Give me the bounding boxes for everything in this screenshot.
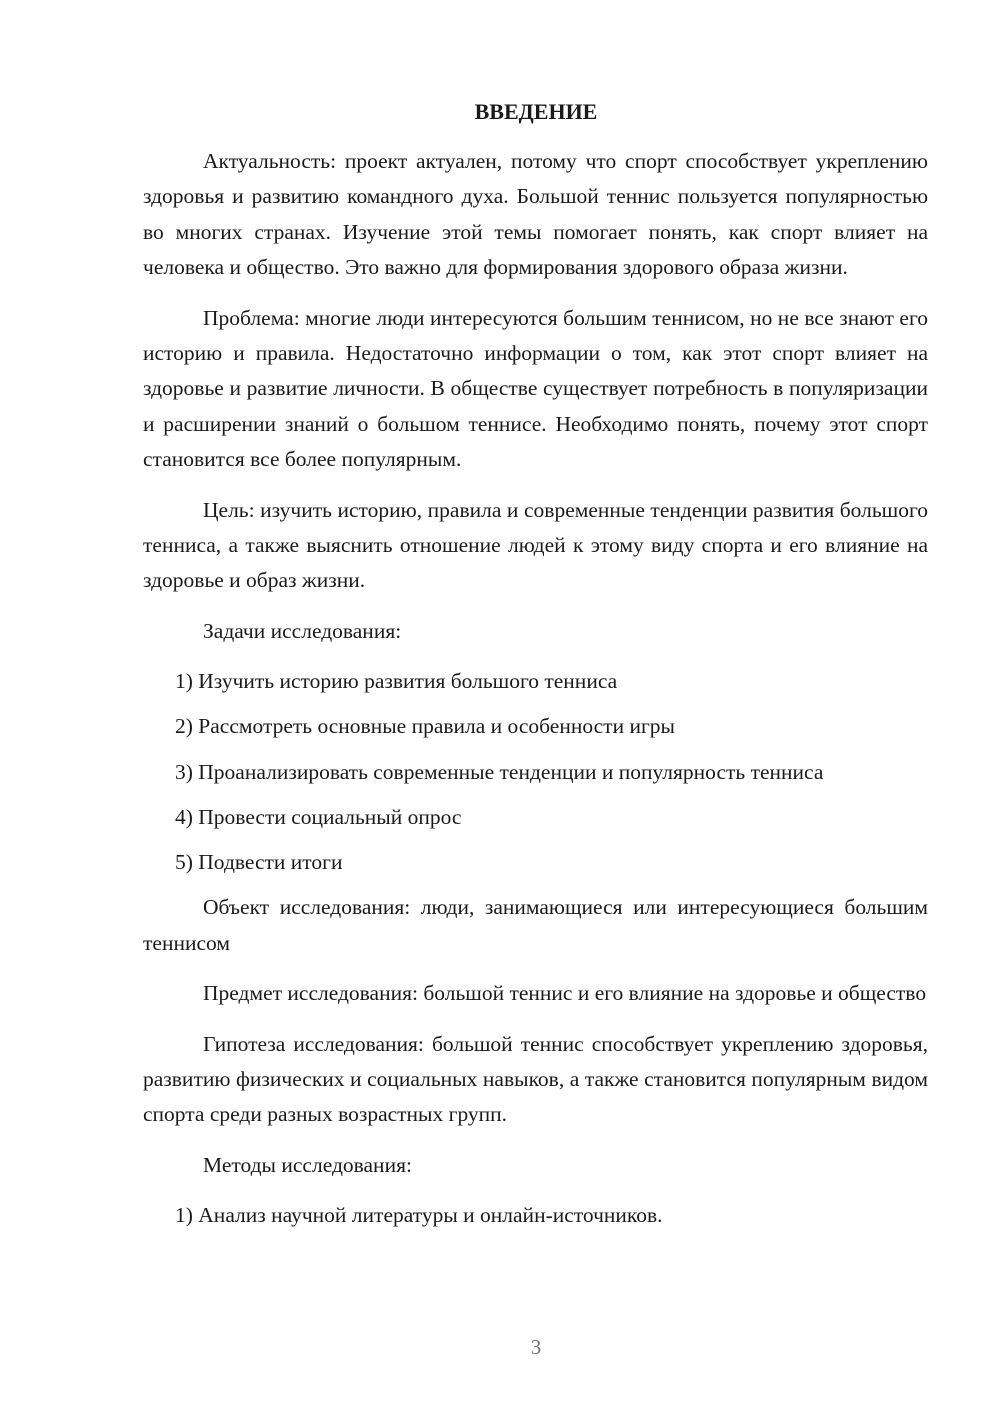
task-item: 2) Рассмотреть основные правила и особенности игры <box>175 714 675 739</box>
problem-paragraph: Проблема: многие люди интересуются большим теннисом, но не все знают его историю и правила. Недостаточно информации о том, как этот спорт влияет на здоровье и развитие личности. В обществе существует потребность в популяризации и расширении знаний о большом теннисе. Необходимо понять, почему этот спорт становится все более популярным. <box>143 305 928 472</box>
object-paragraph: Объект исследования: люди, занимающиеся или интересующиеся большим теннисом <box>143 895 928 955</box>
tasks-heading: Задачи исследования: <box>203 618 402 643</box>
task-item: 5) Подвести итоги <box>175 850 343 875</box>
tasks-list <box>143 664 928 880</box>
subject-paragraph: Предмет исследования: большой теннис и его влияние на здоровье и общество <box>203 981 927 1006</box>
task-item: 1) Изучить историю развития большого тенниса <box>175 669 618 694</box>
methods-list <box>143 1198 928 1233</box>
method-item: 1) Анализ научной литературы и онлайн-источников. <box>175 1203 663 1228</box>
methods-heading: Методы исследования: <box>203 1152 412 1177</box>
relevance-paragraph: Актуальность: проект актуален, потому что спорт способствует укреплению здоровья и развитию командного духа. Большой теннис пользуется популярностью во многих странах. Изучение этой темы помогает понять, как спорт влияет на человека и общество. Это важно для формирования здорового образа жизни. <box>143 149 928 280</box>
hypothesis-paragraph: Гипотеза исследования: большой теннис способствует укреплению здоровья, развитию физических и социальных навыков, а также становится популярным видом спорта среди разных возрастных групп. <box>143 1031 928 1127</box>
document-body <box>143 144 928 1243</box>
task-item: 4) Провести социальный опрос <box>175 804 462 829</box>
page-number: 3 <box>530 1335 542 1359</box>
task-item: 3) Проанализировать современные тенденции и популярность тенниса <box>175 759 824 784</box>
goal-paragraph: Цель: изучить историю, правила и современные тенденции развития большого тенниса, а также выяснить отношение людей к этому виду спорта и его влияние на здоровье и образ жизни. <box>143 497 928 593</box>
section-title: ВВЕДЕНИЕ <box>474 99 598 124</box>
